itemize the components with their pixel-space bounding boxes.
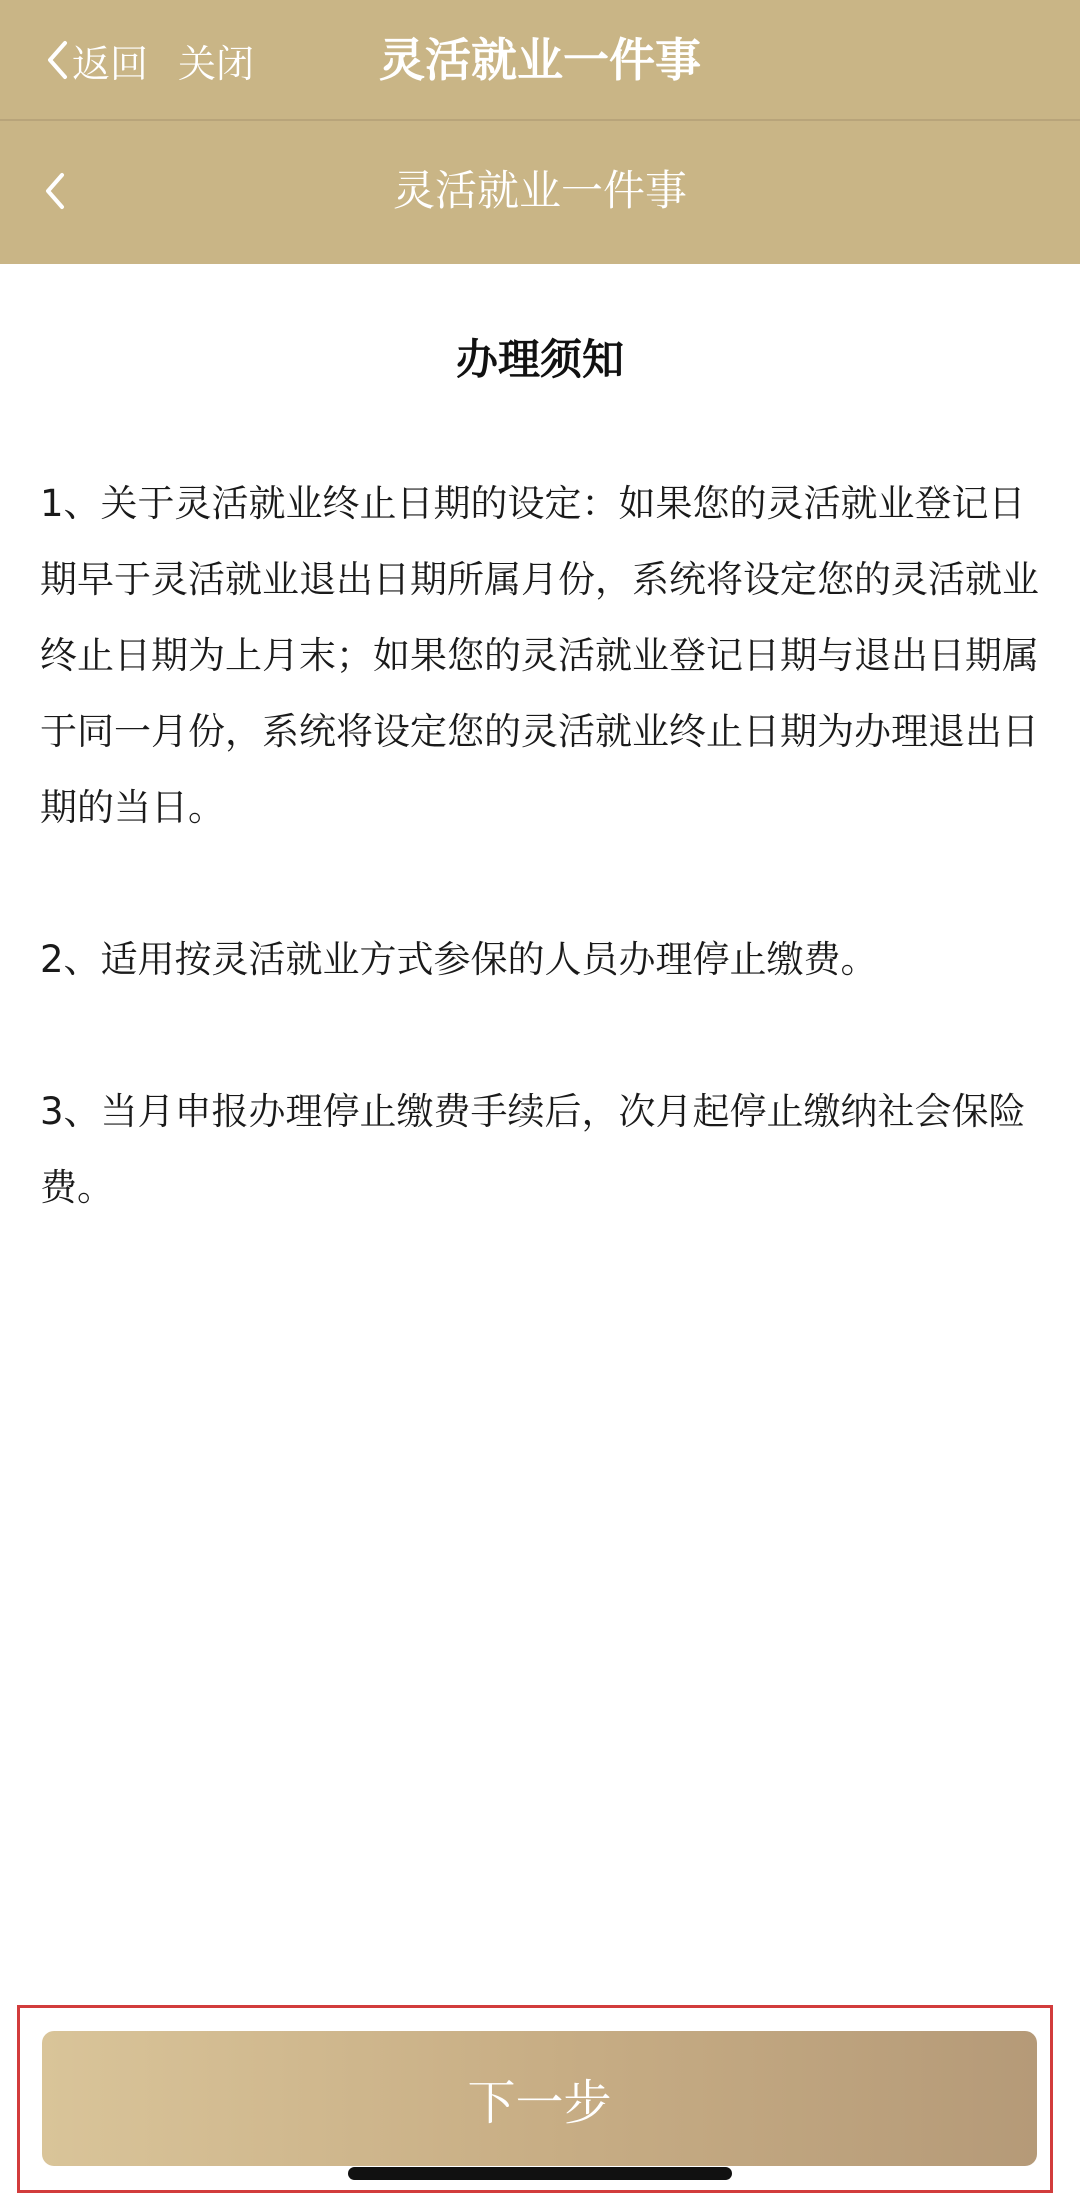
inner-nav-bar [0, 121, 1080, 264]
next-step-button[interactable]: 下一步 [42, 2031, 1037, 2166]
notice-item: 3、当月申报办理停止缴费手续后，次月起停止缴纳社会保险费。 [40, 1090, 1026, 1209]
outer-nav-bar [0, 0, 1080, 121]
home-indicator [348, 2167, 732, 2180]
back-label: 返回 [72, 41, 149, 86]
notice-title: 办理须知 [455, 335, 624, 384]
notice-item: 2、适用按灵活就业方式参保的人员办理停止缴费。 [40, 938, 878, 981]
close-label: 关闭 [178, 41, 255, 86]
inner-page-title: 灵活就业一件事 [392, 166, 687, 215]
notice-item: 1、关于灵活就业终止日期的设定：如果您的灵活就业登记日期早于灵活就业退出日期所属月份，系统将设定您的灵活就业终止日期为上月末；如果您的灵活就业登记日期与退出日期属于同一月份，系统将设定您的灵活就业终止日期为办理退出日期的当日。 [40, 482, 1039, 829]
outer-page-title: 灵活就业一件事 [379, 33, 701, 87]
